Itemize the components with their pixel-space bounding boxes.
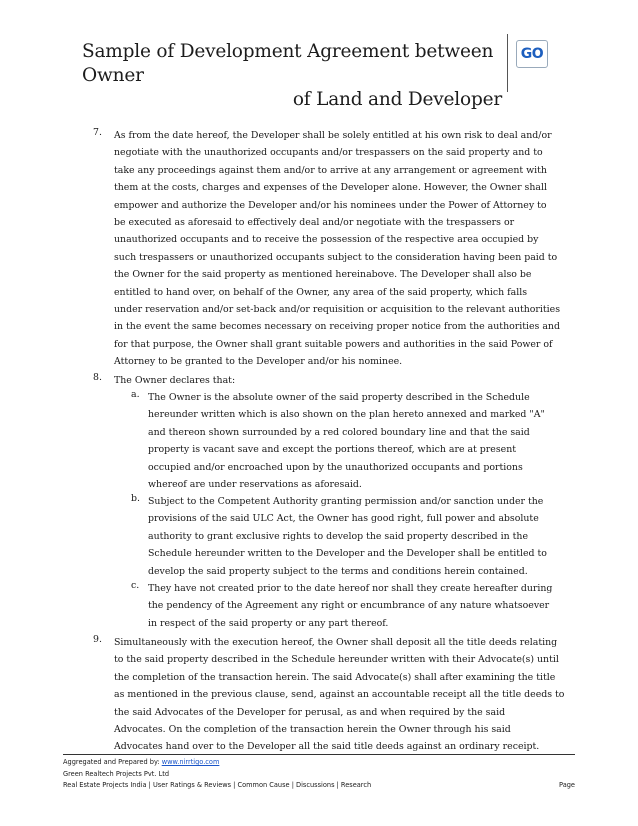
text-line: under reservation and/or set-back and/or requisition or acquisition to the relevant authorities (114, 303, 561, 315)
clause-number: 7. (93, 127, 102, 138)
text-line: in the event the same becomes necessary on receiving proper notice from the authorities and (114, 321, 560, 333)
text-line: and thereon shown surrounded by a red colored boundary line and that the said (148, 426, 530, 438)
text-line: whereof are under reservations as aforesaid. (148, 478, 362, 490)
text-line: be executed as aforesaid to effectively deal and/or negotiate with the trespassers or (114, 216, 515, 228)
text-line: Attorney to be granted to the Developer and/or his nominee. (114, 356, 403, 368)
clause-text (114, 372, 235, 389)
text-line: They have not created prior to the date hereof nor shall they create hereafter during (148, 583, 553, 594)
logo-text: GO (520, 46, 544, 62)
website-link[interactable]: www.nirrtigo.com (161, 758, 220, 766)
text-line: the completion of the transaction herein. The said Advocate(s) shall after examining the title (114, 671, 556, 683)
text-line: entitled to hand over, on behalf of the Owner, any area of the said property, which falls (114, 286, 528, 298)
text-line: Schedule hereunder written to the Developer and the Developer shall be entitled to (148, 548, 547, 560)
text-line: authority to grant exclusive rights to develop the said property described in the (148, 530, 528, 542)
text-line: empower and authorize the Developer and/or his nominees under the Power of Attorney to (114, 199, 547, 211)
text-line: for that purpose, the Owner shall grant suitable powers and authorities in the said Power of (114, 338, 553, 350)
subclause-text (148, 493, 547, 580)
text-line: Subject to the Competent Authority granting permission and/or sanction under the (148, 496, 544, 507)
text-line: develop the said property subject to the terms and conditions herein contained. (148, 565, 528, 577)
text-line: Advocates hand over to the Developer all the said title deeds against an ordinary receipt. (114, 741, 540, 753)
text-line: hereunder written which is also shown on the plan hereto annexed and marked "A" (148, 409, 545, 421)
text-line: such trespassers or unauthorized occupants subject to the consideration having been paid to (114, 251, 558, 263)
text-line: the pendency of the Agreement any right or encumbrance of any nature whatsoever (148, 600, 550, 612)
text-line: take any proceedings against them and/or to arrive at any arrangement or agreement with (114, 164, 547, 176)
text-line: Simultaneously with the execution hereof, the Owner shall deposit all the title deeds relating (114, 637, 558, 648)
document-title (82, 40, 502, 112)
text-line: in respect of the said property or any part thereof. (148, 617, 389, 629)
footer-tagline-row (63, 780, 575, 792)
text-line: property is vacant save and except the portions thereof, which are at present (148, 444, 517, 456)
subclause-text (148, 389, 545, 493)
text-line: provisions of the said ULC Act, the Owner has good right, full power and absolute (148, 513, 539, 525)
subclause-letter: b. (131, 493, 140, 504)
footer-company: Green Realtech Projects Pvt. Ltd (63, 769, 170, 778)
document-title-line-2: of Land and Developer (292, 89, 502, 110)
text-line: Advocates. On the completion of the transaction herein the Owner through his said (114, 723, 511, 735)
page-footer (63, 757, 575, 792)
footer-divider (63, 754, 575, 755)
header-divider (507, 34, 508, 92)
text-line: to the said property described in the Schedule hereunder written with their Advocate(s) until (114, 654, 559, 666)
clause-number: 8. (93, 372, 102, 383)
text-line: them at the costs, charges and expenses of the Developer alone. However, the Owner shall (114, 182, 547, 194)
text-line: As from the date hereof, the Developer shall be solely entitled at his own risk to deal and/or (114, 130, 552, 141)
footer-prepared-by (63, 757, 575, 769)
text-line: The Owner declares that: (114, 375, 236, 386)
text-line: as mentioned in the previous clause, send, against an accountable receipt all the title deeds to (114, 689, 565, 701)
subclause-letter: c. (131, 580, 140, 591)
text-line: negotiate with the unauthorized occupants and/or trespassers on the said property and to (114, 147, 543, 159)
clause-number: 9. (93, 634, 102, 645)
subclause-letter: a. (131, 389, 140, 400)
footer-tagline: Real Estate Projects India | User Ratings & Reviews | Common Cause | Discussions | Research (63, 781, 372, 789)
text-line: the said Advocates of the Developer for perusal, as and when required by the said (114, 706, 506, 718)
nirrtigo-logo (516, 40, 548, 68)
subclause-text (148, 580, 552, 632)
text-line: occupied and/or encroached upon by the unauthorized occupants and portions (148, 461, 523, 473)
text-line: the Owner for the said property as mentioned hereinabove. The Developer shall also be (114, 269, 532, 281)
clause-text (114, 634, 564, 756)
clause-text (114, 127, 560, 370)
text-line: unauthorized occupants and to receive the possession of the respective area occupied by (114, 234, 539, 246)
document-title-line-1: Sample of Development Agreement between Owner (82, 41, 494, 86)
prepared-by-label: Aggregated and Prepared by: (63, 758, 162, 766)
page-label: Page (559, 781, 575, 789)
text-line: The Owner is the absolute owner of the said property described in the Schedule (148, 392, 530, 403)
